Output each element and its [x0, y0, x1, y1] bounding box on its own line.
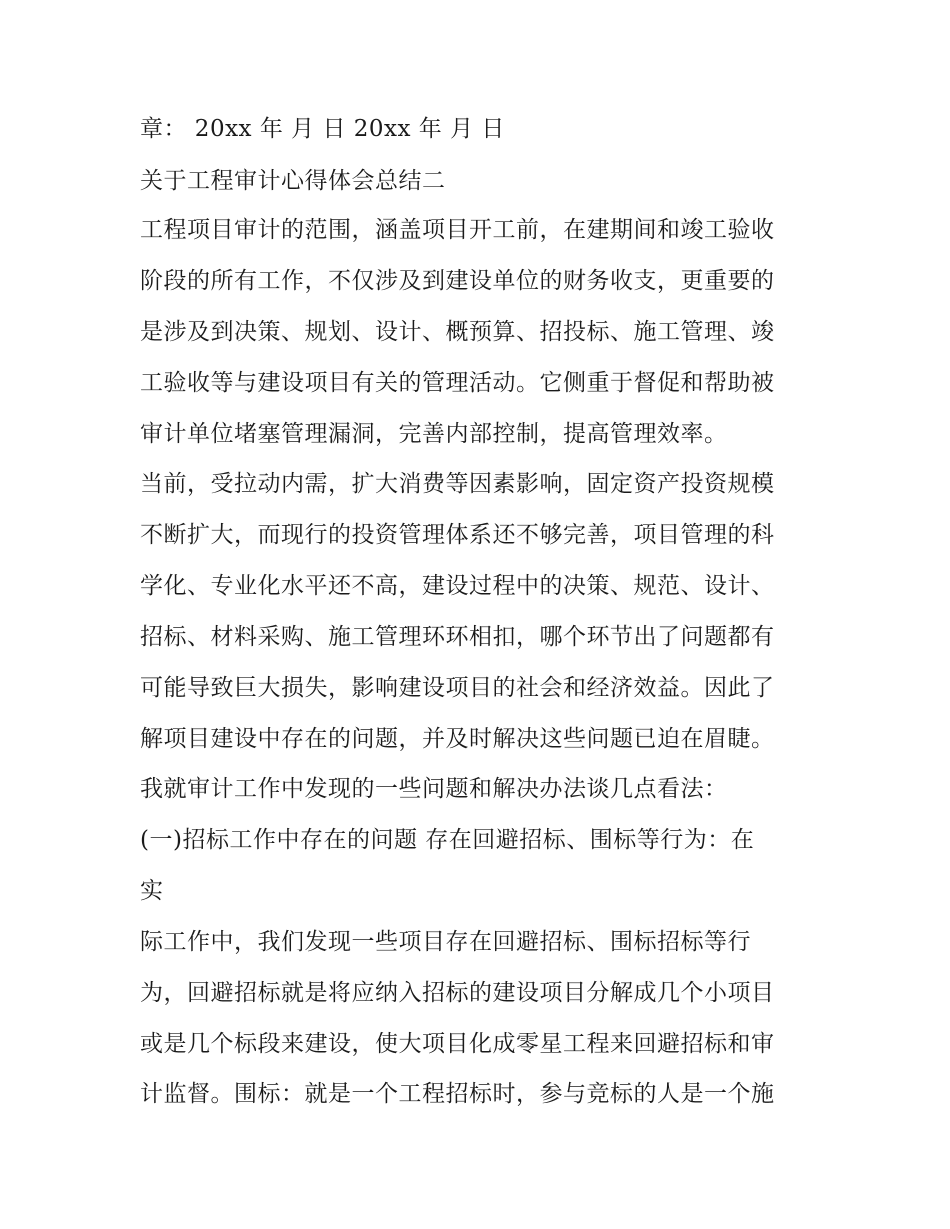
paragraph-line: 当前，受拉动内需，扩大消费等因素影响，固定资产投资规模 — [140, 471, 775, 497]
paragraph-line: 为，回避招标就是将应纳入招标的建设项目分解成几个小项目 — [140, 980, 775, 1006]
date-line: 章： 20xx 年 月 日 20xx 年 月 日 — [140, 116, 505, 142]
paragraph-line: 不断扩大，而现行的投资管理体系还不够完善，项目管理的科 — [140, 522, 775, 548]
section-title: 关于工程审计心得体会总结二 — [140, 168, 446, 194]
subheading-line: (一)招标工作中存在的问题 存在回避招标、围标等行为：在 — [140, 827, 755, 853]
paragraph-line: 学化、专业化水平还不高，建设过程中的决策、规范、设计、 — [140, 573, 775, 599]
paragraph-line: 是涉及到决策、规划、设计、概预算、招投标、施工管理、竣 — [140, 319, 775, 345]
paragraph-line: 招标、材料采购、施工管理环环相扣，哪个环节出了问题都有 — [140, 624, 775, 650]
paragraph-line: 审计单位堵塞管理漏洞，完善内部控制，提高管理效率。 — [140, 421, 728, 447]
paragraph-line: 实 — [140, 878, 164, 904]
paragraph-line: 或是几个标段来建设，使大项目化成零星工程来回避招标和审 — [140, 1031, 775, 1057]
paragraph-line: 解项目建设中存在的问题，并及时解决这些问题已迫在眉睫。 — [140, 726, 775, 752]
paragraph-line: 工程项目审计的范围，涵盖项目开工前，在建期间和竣工验收 — [140, 217, 775, 243]
paragraph-line: 可能导致巨大损失，影响建设项目的社会和经济效益。因此了 — [140, 675, 775, 701]
paragraph-line: 我就审计工作中发现的一些问题和解决办法谈几点看法： — [140, 776, 728, 802]
paragraph-line: 际工作中，我们发现一些项目存在回避招标、围标招标等行 — [140, 929, 751, 955]
paragraph-line: 工验收等与建设项目有关的管理活动。它侧重于督促和帮助被 — [140, 370, 775, 396]
paragraph-line: 阶段的所有工作，不仅涉及到建设单位的财务收支，更重要的 — [140, 268, 775, 294]
paragraph-line: 计监督。围标：就是一个工程招标时，参与竞标的人是一个施 — [140, 1081, 775, 1107]
